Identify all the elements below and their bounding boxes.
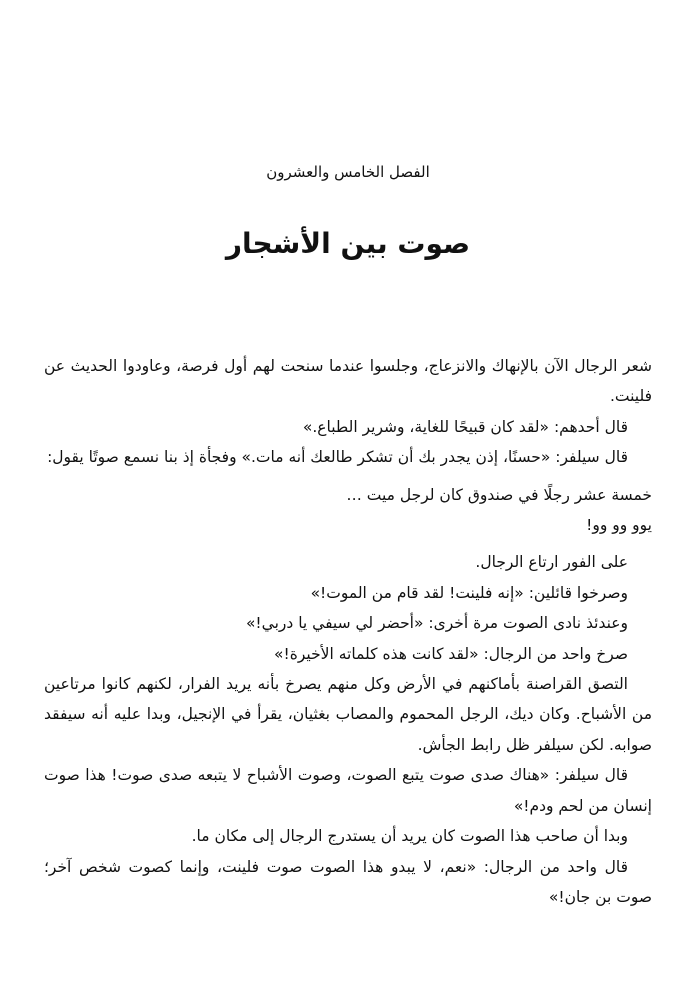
song-verse — [44, 480, 652, 541]
chapter-body — [44, 351, 652, 912]
paragraph: قال أحدهم: «لقد كان قبيحًا للغاية، وشرير الطباع.» — [302, 417, 628, 436]
paragraph: على الفور ارتاع الرجال. — [475, 553, 628, 572]
chapter-label: الفصل الخامس والعشرون — [266, 163, 430, 181]
chapter-title: صوت بين الأشجار — [225, 227, 471, 260]
paragraph: قال سيلفر: «هناك صدى صوت يتبع الصوت، وصوت الأشباح لا يتبعه صدى صوت! هذا صوت إنسان من لحم ودم!» — [44, 766, 652, 815]
verse-line: خمسة عشر رجلًا في صندوق كان لرجل ميت … — [346, 485, 652, 504]
paragraph: وصرخوا قائلين: «إنه فلينت! لقد قام من الموت!» — [310, 583, 628, 602]
paragraph: صرخ واحد من الرجال: «لقد كانت هذه كلماته الأخيرة!» — [274, 644, 628, 663]
paragraph: قال واحد من الرجال: «نعم، لا يبدو هذا الصوت صوت فلينت، وإنما كصوت شخص آخر؛ صوت بن جان!» — [44, 857, 652, 906]
verse-line: يوو وو وو! — [586, 516, 652, 535]
paragraph: شعر الرجال الآن بالإنهاك والانزعاج، وجلسوا عندما سنحت لهم أول فرصة، وعاودوا الحديث عن فلينت. — [44, 357, 652, 406]
paragraph: وبدا أن صاحب هذا الصوت كان يريد أن يستدرج الرجال إلى مكان ما. — [191, 827, 628, 846]
paragraph: قال سيلفر: «حسنًا، إذن يجدر بك أن تشكر طالعك أنه مات.» وفجأة إذ بنا نسمع صوتًا يقول: — [47, 448, 628, 467]
paragraph: التصق القراصنة بأماكنهم في الأرض وكل منهم يصرخ بأنه يريد الفرار، لكنهم كانوا مرتاعين من الأشباح. وكان ديك، الرجل المحموم والمصاب بغثيان، يقرأ في الإنجيل، وبدا عليه أنه سيفقد صوابه. لكن سيلفر ظل رابط الجأش. — [44, 675, 652, 754]
paragraph: وعندئذ نادى الصوت مرة أخرى: «أحضر لي سيفي يا دربي!» — [245, 614, 628, 633]
